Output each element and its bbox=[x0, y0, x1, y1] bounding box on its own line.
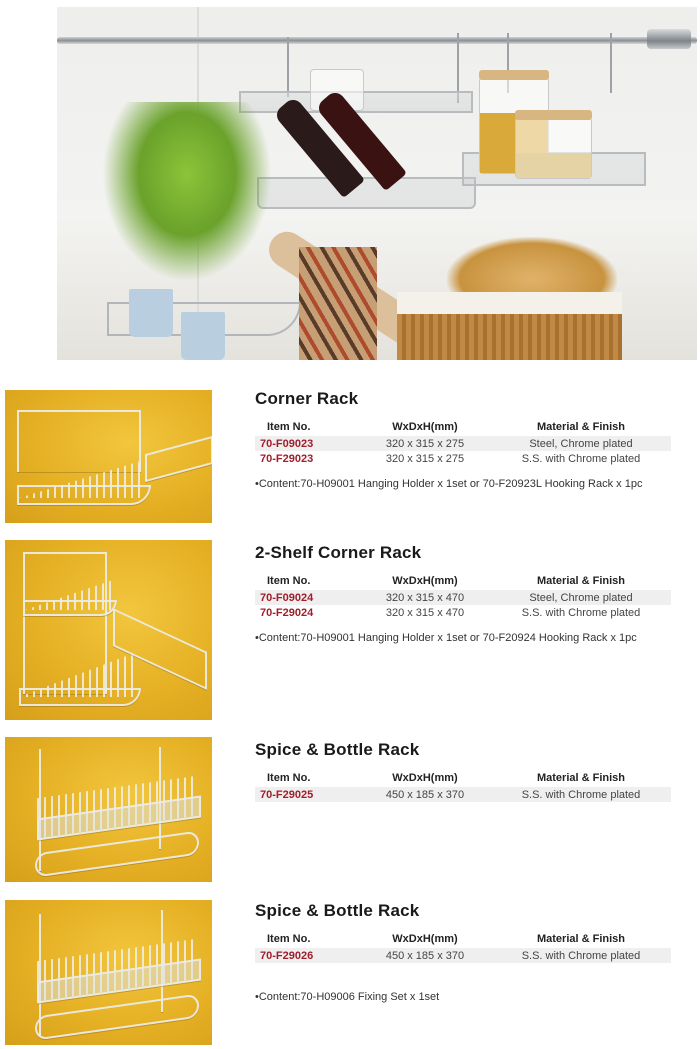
material: S.S. with Chrome plated bbox=[521, 607, 641, 619]
table-row bbox=[255, 436, 671, 451]
dimensions: 320 x 315 x 275 bbox=[385, 453, 465, 465]
header-item-no: Item No. bbox=[267, 933, 311, 945]
bottle-rack bbox=[257, 177, 476, 209]
cup bbox=[181, 312, 225, 360]
spec-header-row bbox=[255, 421, 671, 436]
product-spice-bottle-rack-1 bbox=[255, 740, 675, 802]
item-no: 70-F29023 bbox=[260, 453, 314, 465]
item-no: 70-F09023 bbox=[255, 436, 359, 451]
wall-rail bbox=[57, 37, 697, 44]
header-dimensions: WxDxH(mm) bbox=[392, 772, 458, 784]
table-row bbox=[255, 948, 671, 963]
table-row bbox=[255, 590, 671, 605]
content-note: •Content:70-H09006 Fixing Set x 1set bbox=[255, 991, 440, 1003]
header-dimensions: WxDxH(mm) bbox=[392, 575, 458, 587]
rail-end-cap bbox=[647, 29, 691, 49]
spec-table bbox=[255, 575, 671, 620]
dimensions: 320 x 315 x 275 bbox=[359, 436, 491, 451]
dimensions: 320 x 315 x 470 bbox=[359, 590, 491, 605]
item-no: 70-F29026 bbox=[255, 948, 359, 963]
product-2-shelf-corner-rack bbox=[255, 543, 675, 644]
header-dimensions: WxDxH(mm) bbox=[392, 421, 458, 433]
product-photo-corner-rack bbox=[5, 390, 212, 523]
grain-jar bbox=[515, 117, 592, 179]
dimensions: 450 x 185 x 370 bbox=[359, 787, 491, 802]
header-item-no: Item No. bbox=[267, 421, 311, 433]
hooking-rack bbox=[145, 436, 212, 482]
header-material: Material & Finish bbox=[536, 933, 626, 945]
header-material: Material & Finish bbox=[536, 575, 626, 587]
header-item-no: Item No. bbox=[267, 575, 311, 587]
product-photo-2-shelf-corner-rack bbox=[5, 540, 212, 720]
item-no: 70-F29025 bbox=[255, 787, 359, 802]
cup bbox=[129, 289, 173, 337]
spec-table bbox=[255, 772, 671, 802]
product-title: Spice & Bottle Rack bbox=[255, 740, 420, 759]
material: Steel, Chrome plated bbox=[491, 436, 671, 451]
spec-header-row bbox=[255, 933, 671, 948]
spec-header-row bbox=[255, 575, 671, 590]
header-item-no: Item No. bbox=[267, 772, 311, 784]
spec-header-row bbox=[255, 772, 671, 787]
product-title: Spice & Bottle Rack bbox=[255, 901, 420, 920]
header-dimensions: WxDxH(mm) bbox=[392, 933, 458, 945]
potted-plant bbox=[102, 102, 272, 282]
paper-bag bbox=[299, 247, 377, 360]
content-note: •Content:70-H09001 Hanging Holder x 1set or 70-F20923L Hooking Rack x 1pc bbox=[255, 478, 643, 490]
hero-kitchen-photo bbox=[57, 7, 697, 360]
spec-table bbox=[255, 421, 671, 466]
product-photo-spice-rack-2 bbox=[5, 900, 212, 1045]
header-material: Material & Finish bbox=[536, 421, 626, 433]
material: S.S. with Chrome plated bbox=[491, 948, 671, 963]
item-no: 70-F29024 bbox=[260, 607, 314, 619]
table-row bbox=[255, 605, 671, 620]
product-title: 2-Shelf Corner Rack bbox=[255, 543, 422, 562]
header-material: Material & Finish bbox=[536, 772, 626, 784]
item-no: 70-F09024 bbox=[255, 590, 359, 605]
spec-table bbox=[255, 933, 671, 963]
product-title: Corner Rack bbox=[255, 389, 359, 408]
table-row bbox=[255, 451, 671, 466]
product-spice-bottle-rack-2 bbox=[255, 901, 675, 1003]
hook bbox=[287, 37, 289, 97]
hook bbox=[610, 33, 612, 93]
bread-basket bbox=[397, 292, 622, 360]
dimensions: 450 x 185 x 370 bbox=[359, 948, 491, 963]
table-row bbox=[255, 787, 671, 802]
content-note: •Content:70-H09001 Hanging Holder x 1set or 70-F20924 Hooking Rack x 1pc bbox=[255, 632, 637, 644]
material: S.S. with Chrome plated bbox=[521, 453, 641, 465]
product-photo-spice-rack-1 bbox=[5, 737, 212, 882]
dimensions: 320 x 315 x 470 bbox=[385, 607, 465, 619]
material: Steel, Chrome plated bbox=[491, 590, 671, 605]
product-corner-rack bbox=[255, 389, 675, 490]
material: S.S. with Chrome plated bbox=[491, 787, 671, 802]
